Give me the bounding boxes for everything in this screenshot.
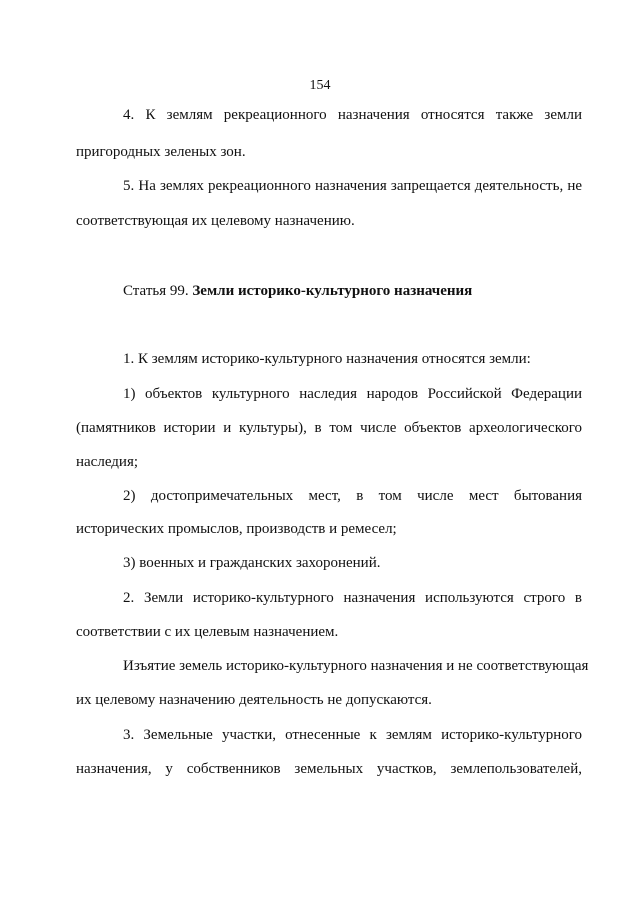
item-2-line-1: 2) достопримечательных мест, в том числе мест бытования — [123, 488, 582, 504]
clause-3-line-2: назначения, у собственников земельных участков, землепользователей, — [76, 761, 582, 777]
paragraph-4-line-2: пригородных зеленых зон. — [76, 144, 246, 160]
article-heading — [123, 282, 582, 300]
clause-3-line-1: 3. Земельные участки, отнесенные к землям историко-культурного — [123, 727, 582, 743]
item-3-line-1: 3) военных и гражданских захоронений. — [123, 555, 381, 571]
clause-2-para-2-line-1: Изъятие земель историко-культурного назначения и не соответствующая — [123, 658, 589, 674]
clause-1-intro: 1. К землям историко-культурного назначения относятся земли: — [123, 351, 531, 367]
paragraph-4-line-1: 4. К землям рекреационного назначения относятся также земли — [123, 107, 582, 123]
page-number: 154 — [309, 78, 331, 93]
article-title: Земли историко-культурного назначения — [192, 283, 473, 299]
clause-2-para-2-line-2: их целевому назначению деятельность не допускаются. — [76, 692, 432, 708]
clause-2-line-1: 2. Земли историко-культурного назначения используются строго в — [123, 590, 582, 606]
item-1-line-2: (памятников истории и культуры), в том числе объектов археологического — [76, 420, 582, 436]
article-number: Статья 99. — [123, 283, 193, 299]
paragraph-5-line-1: 5. На землях рекреационного назначения запрещается деятельность, не — [123, 178, 582, 194]
clause-2-line-2: соответствии с их целевым назначением. — [76, 624, 339, 640]
item-2-line-2: исторических промыслов, производств и ремесел; — [76, 521, 397, 537]
paragraph-5-line-2: соответствующая их целевому назначению. — [76, 213, 355, 229]
item-1-line-3: наследия; — [76, 454, 139, 470]
item-1-line-1: 1) объектов культурного наследия народов Российской Федерации — [123, 386, 582, 402]
